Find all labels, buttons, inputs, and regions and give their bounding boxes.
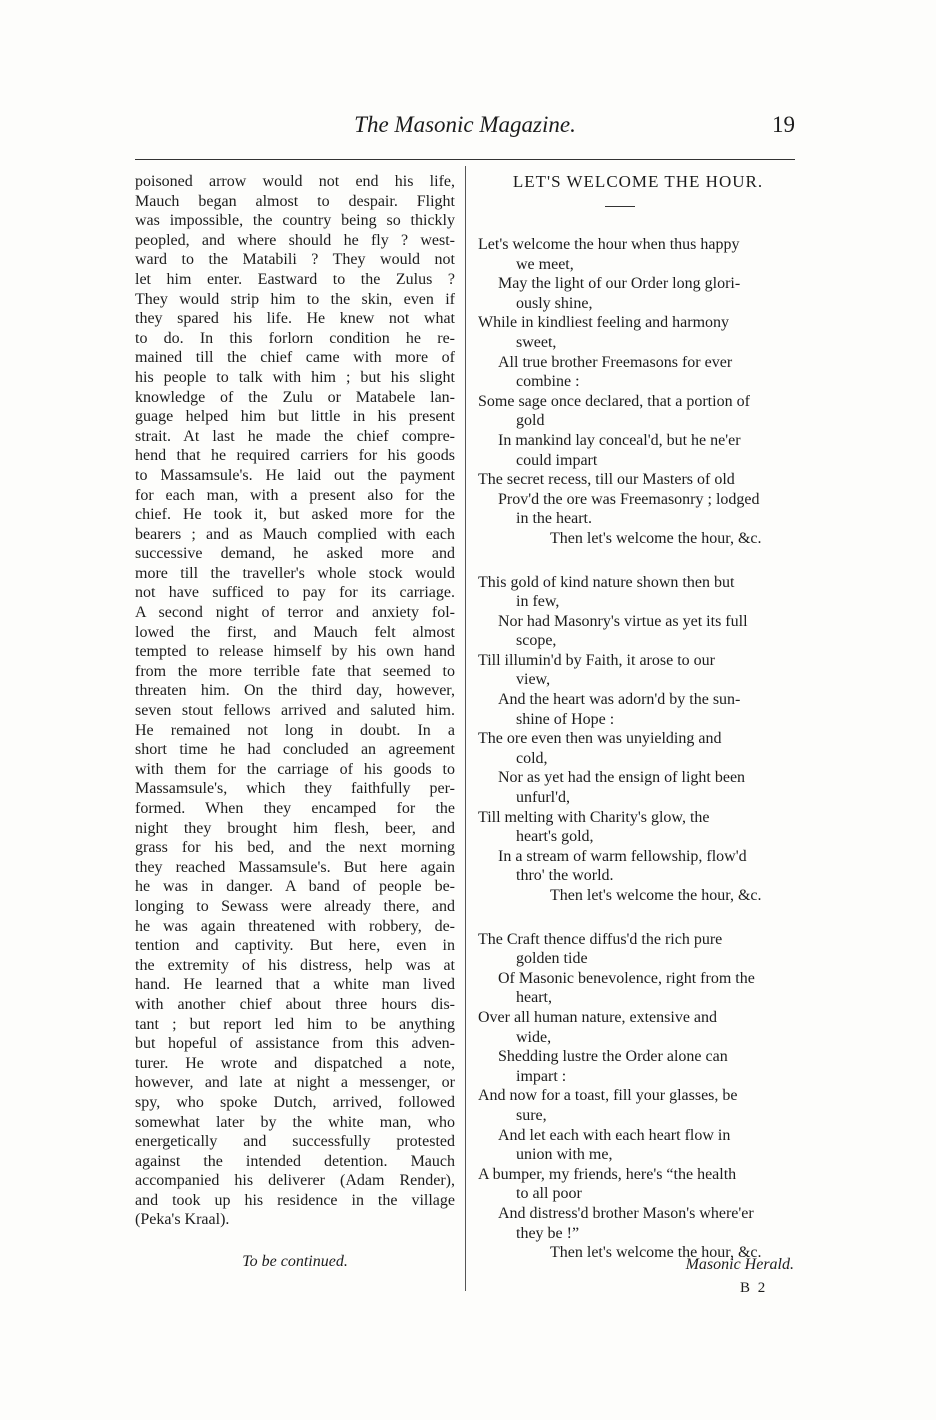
poem-line: This gold of kind nature shown then but	[478, 573, 735, 591]
article-line: turer. He wrote and dispatched a note,	[135, 1054, 455, 1072]
poem-line: All true brother Freemasons for ever	[498, 353, 733, 371]
title-dash	[605, 206, 635, 207]
poem-line: Shedding lustre the Order alone can	[498, 1048, 728, 1066]
poem-line: golden tide	[516, 950, 588, 968]
article-line: formed. When they encamped for the	[135, 800, 455, 817]
poem-line: heart's gold,	[516, 828, 594, 846]
poem-line: Nor had Masonry's virtue as yet its full	[498, 612, 748, 630]
article-line: his people to talk with him ; but his slight	[135, 368, 455, 386]
page-number: 19	[772, 112, 795, 137]
poem-line: thro' the world.	[516, 867, 614, 885]
article-line: short time he had concluded an agreement	[135, 741, 455, 759]
article-line: They would strip him to the skin, even if	[135, 290, 455, 308]
article-line: for each man, with a present also for the	[135, 486, 455, 504]
article-line: knowledge of the Zulu or Matabele lan-	[135, 388, 455, 406]
poem-stanza	[478, 573, 798, 906]
poem-line: heart,	[516, 989, 552, 1007]
article-line: he was in danger. A band of people be-	[135, 878, 455, 896]
poem-line: in the heart.	[516, 510, 592, 528]
poem-line: Nor as yet had the ensign of light been	[498, 769, 746, 787]
poem-line: to all poor	[516, 1185, 582, 1203]
poem-line: Of Masonic benevolence, right from the	[498, 969, 755, 987]
poem-column	[478, 172, 798, 1263]
article-line: He remained not long in doubt. In a	[135, 721, 455, 739]
poem-line: The Craft thence diffus'd the rich pure	[478, 930, 723, 948]
article-line: from the more terrible fate that seemed to	[135, 662, 455, 680]
poem-line: we meet,	[516, 255, 574, 273]
article-line: chief. He took it, but asked more for the	[135, 506, 455, 524]
article-line: longing to Sewass were already there, and	[135, 897, 455, 915]
poem-stanza	[478, 930, 798, 1263]
article-line: seven stout fellows arrived and saluted him.	[135, 702, 455, 720]
article-line: mained till the chief came with more of	[135, 349, 455, 367]
article-line: they spared his life. He knew not what	[135, 310, 455, 328]
column-divider	[465, 166, 466, 1291]
article-line: they reached Massamsule's. But here again	[135, 858, 455, 876]
article-line: lowed the first, and Mauch felt almost	[135, 623, 455, 641]
poem-line: in few,	[516, 593, 560, 611]
poem-line: cold,	[516, 749, 548, 767]
article-line: to do. In this forlorn condition he re-	[135, 329, 455, 347]
poem-line: Some sage once declared, that a portion of	[478, 392, 750, 410]
article-line: peopled, and where should he fly ? west-	[135, 231, 455, 249]
poem-line: shine of Hope :	[516, 710, 615, 728]
poem-line: The secret recess, till our Masters of old	[478, 471, 735, 489]
poem-line: And the heart was adorn'd by the sun-	[498, 691, 741, 709]
to-be-continued: To be continued.	[242, 1253, 348, 1270]
article-line: tention and captivity. But here, even in	[135, 937, 455, 955]
page-header	[135, 108, 795, 148]
poem-attribution: Masonic Herald.	[685, 1256, 794, 1273]
poem-refrain: Then let's welcome the hour, &c.	[550, 1244, 762, 1262]
poem-line: wide,	[516, 1028, 552, 1046]
article-line: he was again threatened with robbery, de-	[135, 917, 455, 935]
article-line: more till the traveller's whole stock would	[135, 564, 455, 582]
article-line: Massamsule's, which they faithfully per-	[135, 780, 455, 798]
poem-line: view,	[516, 671, 551, 689]
poem-line: In mankind lay conceal'd, but he ne'er	[498, 431, 741, 449]
poem-line: combine :	[516, 373, 580, 391]
poem-line: unfurl'd,	[516, 789, 570, 807]
header-rule	[135, 159, 795, 160]
poem-line: could impart	[516, 451, 598, 469]
article-column	[135, 172, 455, 1230]
poem-line: A bumper, my friends, here's “the health	[478, 1165, 737, 1183]
poem-line: gold	[516, 412, 545, 430]
article-line: with them for the carriage of his goods to	[135, 760, 455, 778]
article-line: bearers ; and as Mauch complied with each	[135, 525, 455, 543]
poem-line: Over all human nature, extensive and	[478, 1008, 718, 1026]
poem-line: Till illumin'd by Faith, it arose to our	[478, 651, 715, 669]
article-line: strait. At last he made the chief compre-	[135, 427, 455, 445]
article-line: energetically and successfully protested	[135, 1133, 455, 1151]
article-line: hend that he required carriers for his goods	[135, 447, 455, 465]
poem-line: While in kindliest feeling and harmony	[478, 314, 730, 332]
article-line: was impossible, the country being so thickly	[135, 212, 455, 230]
poem-line: May the light of our Order long glori-	[498, 275, 741, 293]
article-line: ward to the Matabili ? They would not	[135, 251, 455, 269]
poem-line: sure,	[516, 1106, 547, 1124]
poem-line: Till melting with Charity's glow, the	[478, 808, 710, 826]
article-line: successive demand, he asked more and	[135, 545, 455, 563]
article-line: A second night of terror and anxiety fol-	[135, 604, 455, 622]
poem-line: And now for a toast, fill your glasses, be	[478, 1087, 738, 1105]
article-line: grass for his bed, and the next morning	[135, 839, 455, 857]
article-line: against the intended detention. Mauch	[135, 1152, 455, 1170]
poem-line: And let each with each heart flow in	[498, 1126, 731, 1144]
poem-line: sweet,	[516, 333, 557, 351]
article-line: to Massamsule's. He laid out the payment	[135, 466, 455, 484]
article-line: the extremity of his distress, help was at	[135, 956, 455, 974]
poem-line: scope,	[516, 632, 557, 650]
poem-line: In a stream of warm fellowship, flow'd	[498, 847, 747, 865]
poem-refrain: Then let's welcome the hour, &c.	[550, 529, 762, 547]
poem-refrain: Then let's welcome the hour, &c.	[550, 887, 762, 904]
article-line: and took up his residence in the village	[135, 1191, 455, 1209]
article-line: accompanied his deliverer (Adam Render),	[135, 1172, 455, 1190]
article-line: poisoned arrow would not end his life,	[135, 173, 455, 190]
poem-line: And distress'd brother Mason's where'er	[498, 1204, 754, 1222]
poem-line: Let's welcome the hour when thus happy	[478, 236, 740, 253]
poem-line: impart :	[516, 1067, 567, 1085]
article-line: tempted to release himself by his own hand	[135, 643, 455, 661]
magazine-title: The Masonic Magazine.	[354, 112, 576, 137]
poem-line: Prov'd the ore was Freemasonry ; lodged	[498, 490, 760, 508]
article-line: but hopeful of assistance from this adven-	[135, 1035, 455, 1053]
poem-line: union with me,	[516, 1146, 613, 1164]
poem-line: The ore even then was unyielding and	[478, 730, 722, 748]
article-line: tant ; but report led him to be anything	[135, 1015, 455, 1033]
poem-title: LET'S WELCOME THE HOUR.	[512, 172, 764, 191]
poem-line: ously shine,	[516, 294, 593, 312]
article-line: let him enter. Eastward to the Zulus ?	[135, 270, 455, 288]
signature-mark: B 2	[740, 1280, 768, 1296]
article-line: Mauch began almost to despair. Flight	[135, 192, 455, 210]
poem-stanza	[478, 235, 798, 549]
article-line: not have sufficed to pay for its carriage.	[135, 584, 455, 602]
article-line: spy, who spoke Dutch, arrived, followed	[135, 1093, 455, 1111]
article-line: (Peka's Kraal).	[135, 1211, 230, 1229]
article-line: however, and late at night a messenger, or	[135, 1074, 455, 1092]
article-line: threaten him. On the third day, however,	[135, 682, 455, 700]
article-line: with another chief about three hours dis-	[135, 995, 455, 1013]
article-line: somewhat later by the white man, who	[135, 1113, 455, 1131]
poem-stanzas	[478, 235, 798, 1263]
article-line: hand. He learned that a white man lived	[135, 976, 455, 994]
article-line: guage helped him but little in his present	[135, 408, 455, 426]
poem-line: they be !”	[516, 1224, 580, 1242]
article-line: night they brought him flesh, beer, and	[135, 819, 455, 837]
